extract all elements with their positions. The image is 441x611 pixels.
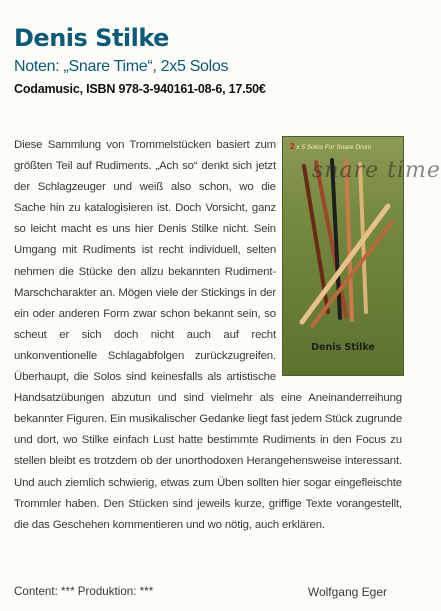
- review-title: Denis Stilke: [14, 24, 169, 52]
- publisher-info: Codamusic, ISBN 978-3-940161-08-6, 17.50€: [14, 82, 266, 96]
- cover-title: snare time: [312, 158, 441, 183]
- review-text: Diese Sammlung von Trommelstücken basiert zum größten Teil auf Rudiments. „Ach so“ denkt sich jetzt der Schlagzeuger und weiß also schon, wo die Sache hin zu katalogisieren ist. Doch Vorsicht, ganz so leicht macht es uns hier Denis Stilke nicht. Sein Umgang mit Rudiments ist recht individuell, selten nehmen die Stücke den allzu bekannten Rudiment-Marschcharakter an. Mögen viele der Stickings in der ein oder anderen Form zwar schon bekannt sein, so scheut er sich doch nicht auch auf recht unkonventionelle Schlagabfolgen zurückzugreifen. Überhaupt, die Solos sind keinesfalls als artistische Handsatzübungen abzutun und sind vielmehr als eine Aneinanderreihung bekannter Figuren. Ein musikalischer Gedanke liegt fast jedem Stück zugrunde und dort, wo Stilke einfach Lust hatte bestimmte Rudiments in den Focus zu stellen bleibt es trotzdem ob der unorthodoxen Herangehensweise interessant. Und auch ziemlich schwierig, etwas zum Üben sollten hier sogar eingefleischte Trommler haben. Den Stücken sind jeweils kurze, griffige Texte vorangestellt, die das Geschehen kommentieren und wo nötig, auch erklären.: [14, 139, 402, 531]
- review-author: Wolfgang Eger: [307, 585, 387, 599]
- cover-series-label: [290, 142, 371, 151]
- cover-author: Denis Stilke: [311, 342, 375, 353]
- ratings: Content: *** Produktion: ***: [14, 585, 154, 598]
- cover-series-number: 2: [290, 142, 295, 151]
- book-cover-image: [282, 136, 441, 376]
- cover-series-text: x 5 Solos For Snare Drum: [294, 144, 372, 151]
- review-subtitle: Noten: „Snare Time“, 2x5 Solos: [14, 58, 229, 75]
